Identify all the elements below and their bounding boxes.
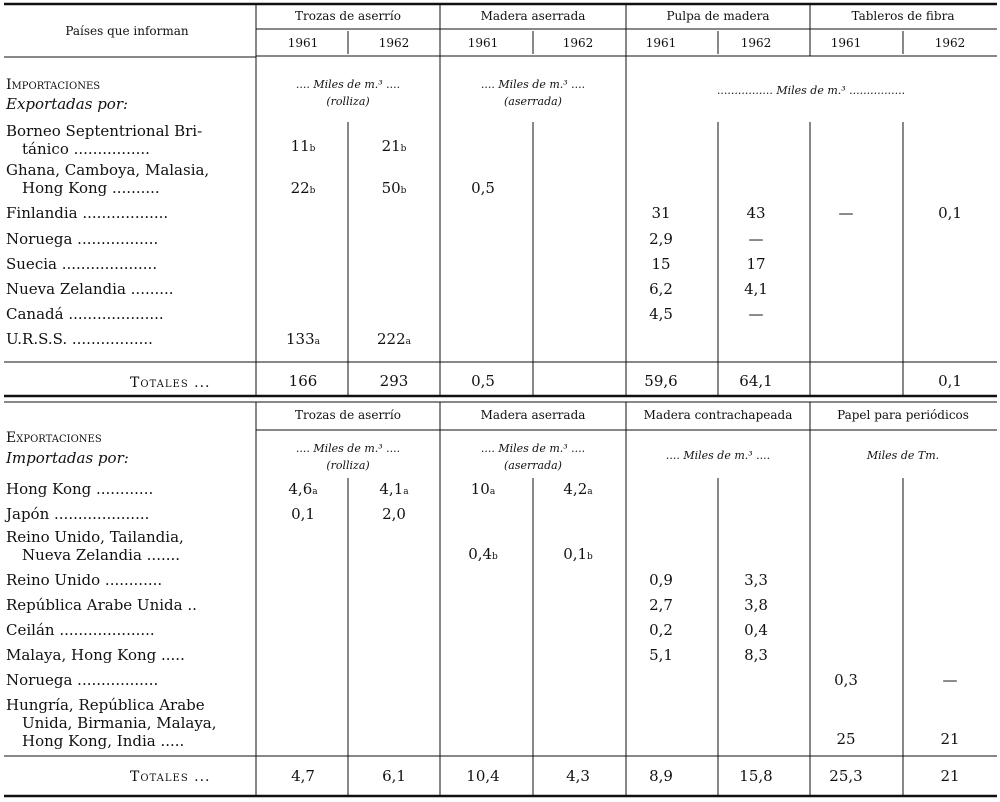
footnote-mark: b	[309, 186, 316, 196]
cell-value: 0,9	[649, 571, 673, 589]
exports-unit-aserrada-note: (aserrada)	[504, 459, 562, 472]
year-header: 1961	[287, 36, 319, 50]
footnote-mark: a	[587, 487, 593, 497]
year-header: 1961	[467, 36, 499, 50]
footnote-mark: a	[314, 337, 321, 347]
cell-value: 0,3	[834, 671, 858, 689]
imports-title: Importaciones	[6, 77, 101, 93]
header-group-tableros: Tableros de fibra	[851, 9, 955, 23]
cell-value: 3,3	[744, 571, 768, 589]
cell-value: 15	[651, 255, 671, 273]
row-label: Ceilán ....................	[6, 621, 155, 639]
cell-value: 50b	[381, 179, 407, 197]
row-label: Unida, Birmania, Malaya,	[22, 714, 217, 732]
row-label: Reino Unido, Tailandia,	[6, 528, 184, 546]
cell-value: 0,1b	[563, 545, 593, 563]
cell-value: —	[748, 230, 764, 248]
cell-value: 25	[836, 730, 856, 748]
row-label: Hungría, República Arabe	[6, 696, 205, 714]
imports-unit-right: ................ Miles de m.³ ................	[716, 84, 906, 97]
exports-unit-contrachapeada: .... Miles de m.³ ....	[665, 449, 771, 462]
imports-totals-label: Totales ...	[130, 375, 211, 391]
row-label: Finlandia ..................	[6, 204, 169, 222]
row-label: Hong Kong ............	[6, 480, 154, 498]
total-value: 293	[379, 372, 409, 390]
year-header: 1962	[562, 36, 594, 50]
cell-value: 43	[746, 204, 766, 222]
total-value: 6,1	[382, 767, 406, 785]
exports-unit-trozas-note: (rolliza)	[326, 459, 370, 472]
total-value: 4,7	[291, 767, 315, 785]
cell-value: 0,2	[649, 621, 673, 639]
cell-value: 10a	[470, 480, 496, 498]
footnote-mark: b	[587, 552, 593, 562]
total-value: 166	[288, 372, 318, 390]
footnote-mark: b	[400, 144, 407, 154]
header-countries-label: Países que informan	[65, 24, 189, 38]
cell-value: 31	[651, 204, 671, 222]
row-label: Nueva Zelandia .........	[6, 280, 174, 298]
row-label: Canadá ....................	[6, 305, 164, 323]
export-group-contrachapeada: Madera contrachapeada	[643, 408, 793, 422]
exports-subtitle: Importadas por:	[6, 449, 129, 467]
footnote-mark: b	[309, 144, 316, 154]
row-label: tánico ................	[22, 140, 150, 158]
row-label: Hong Kong, India .....	[22, 732, 185, 750]
footnote-mark: b	[492, 552, 498, 562]
cell-value: 21	[940, 730, 960, 748]
cell-value: —	[838, 204, 854, 222]
year-header: 1962	[740, 36, 772, 50]
cell-value: 4,1a	[379, 480, 409, 498]
export-group-papel: Papel para periódicos	[837, 408, 969, 422]
imports-unit-aserrada: .... Miles de m.³ ....	[480, 78, 586, 91]
total-value: 8,9	[649, 767, 673, 785]
row-label: Suecia ....................	[6, 255, 158, 273]
cell-value: —	[942, 671, 958, 689]
cell-value: 11b	[290, 137, 316, 155]
imports-unit-aserrada-note: (aserrada)	[504, 95, 562, 108]
footnote-mark: b	[400, 186, 407, 196]
row-label: Malaya, Hong Kong .....	[6, 646, 185, 664]
cell-value: 4,1	[744, 280, 768, 298]
imports-unit-trozas-note: (rolliza)	[326, 95, 370, 108]
cell-value: 5,1	[649, 646, 673, 664]
header-group-madera-aserrada: Madera aserrada	[480, 9, 586, 23]
year-header: 1961	[645, 36, 677, 50]
total-value: 21	[940, 767, 960, 785]
cell-value: 4,6a	[288, 480, 318, 498]
row-label: Japón ....................	[6, 505, 150, 523]
total-value: 59,6	[644, 372, 678, 390]
total-value: 0,5	[471, 372, 495, 390]
export-group-trozas: Trozas de aserrío	[295, 408, 401, 422]
row-label: Borneo Septentrional Bri-	[6, 122, 203, 140]
cell-value: 2,9	[649, 230, 673, 248]
imports-unit-trozas: .... Miles de m.³ ....	[295, 78, 401, 91]
cell-value: 6,2	[649, 280, 673, 298]
exports-totals-label: Totales ...	[130, 769, 211, 785]
cell-value: 2,0	[382, 505, 406, 523]
cell-value: 0,5	[471, 179, 495, 197]
cell-value: 17	[746, 255, 766, 273]
cell-value: 133a	[285, 330, 321, 348]
row-label: República Arabe Unida ..	[6, 596, 197, 614]
exports-unit-aserrada: .... Miles de m.³ ....	[480, 442, 586, 455]
row-label: Hong Kong ..........	[22, 179, 160, 197]
export-group-madera-aserrada: Madera aserrada	[480, 408, 586, 422]
cell-value: 3,8	[744, 596, 768, 614]
cell-value: 8,3	[744, 646, 768, 664]
cell-value: 0,4	[744, 621, 768, 639]
footnote-mark: a	[403, 487, 409, 497]
year-header: 1962	[934, 36, 966, 50]
cell-value: 21b	[381, 137, 407, 155]
cell-value: 22b	[290, 179, 316, 197]
year-header: 1961	[830, 36, 862, 50]
total-value: 10,4	[466, 767, 500, 785]
cell-value: 2,7	[649, 596, 673, 614]
year-header: 1962	[378, 36, 410, 50]
row-label: U.R.S.S. .................	[6, 330, 153, 348]
total-value: 4,3	[566, 767, 590, 785]
total-value: 15,8	[739, 767, 773, 785]
row-label: Noruega .................	[6, 230, 159, 248]
exports-unit-papel: Miles de Tm.	[866, 449, 940, 462]
cell-value: 222a	[376, 330, 412, 348]
total-value: 64,1	[739, 372, 773, 390]
header-group-trozas: Trozas de aserrío	[295, 9, 401, 23]
cell-value: 0,1	[938, 204, 962, 222]
cell-value: 0,4b	[468, 545, 498, 563]
exports-unit-trozas: .... Miles de m.³ ....	[295, 442, 401, 455]
total-value: 25,3	[829, 767, 863, 785]
header-group-pulpa: Pulpa de madera	[666, 9, 770, 23]
exports-title: Exportaciones	[6, 430, 102, 446]
footnote-mark: a	[312, 487, 318, 497]
row-label: Ghana, Camboya, Malasia,	[6, 161, 210, 179]
footnote-mark: a	[405, 337, 412, 347]
cell-value: 0,1	[291, 505, 315, 523]
cell-value: 4,2a	[563, 480, 593, 498]
cell-value: 4,5	[649, 305, 673, 323]
cell-value: —	[748, 305, 764, 323]
footnote-mark: a	[489, 487, 496, 497]
row-label: Reino Unido ............	[6, 571, 163, 589]
imports-subtitle: Exportadas por:	[6, 95, 129, 113]
row-label: Nueva Zelandia .......	[22, 546, 181, 564]
row-label: Noruega .................	[6, 671, 159, 689]
total-value: 0,1	[938, 372, 962, 390]
